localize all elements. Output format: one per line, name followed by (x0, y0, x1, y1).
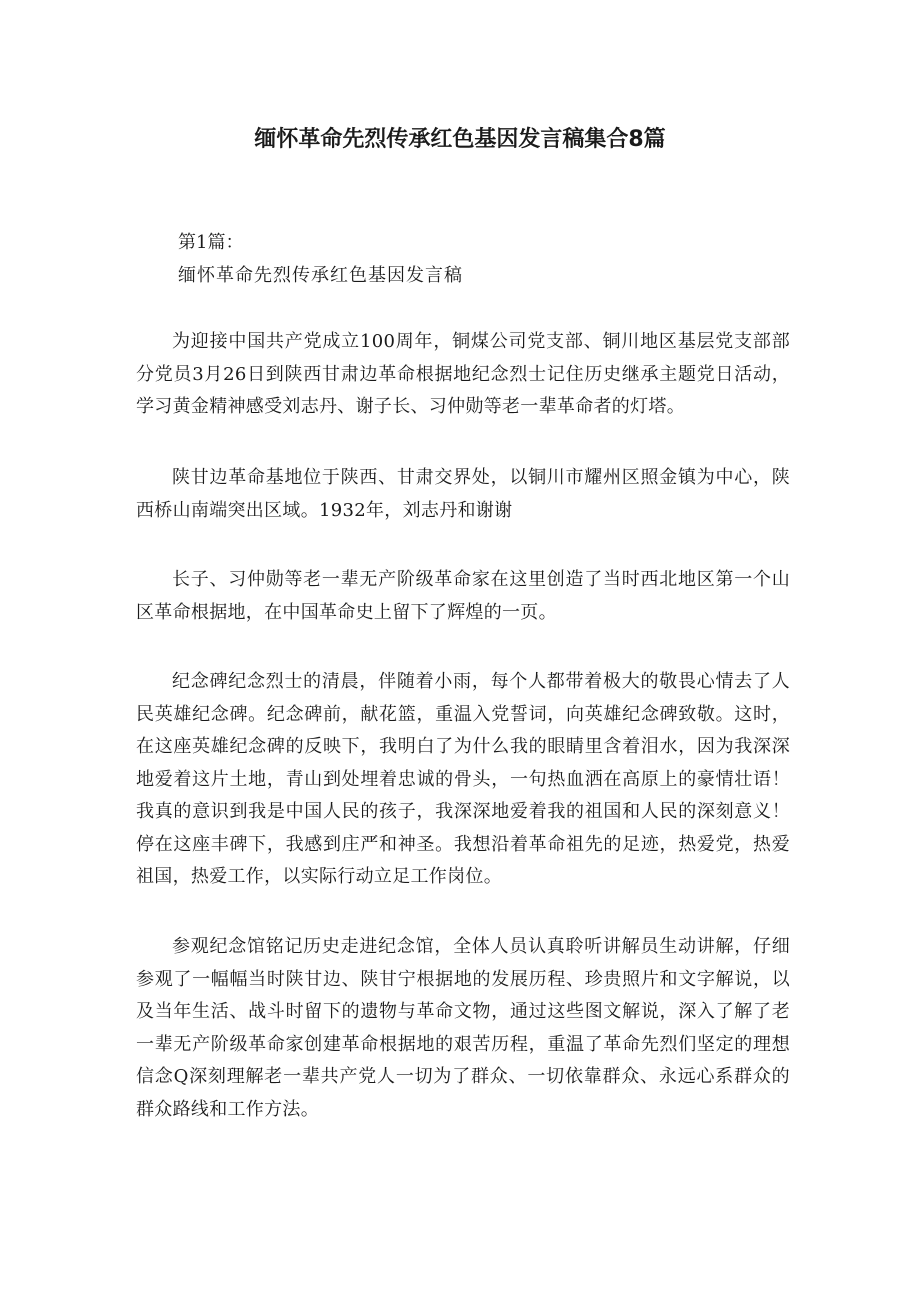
paragraph-base-history: 长子、习仲勋等老一辈无产阶级革命家在这里创造了当时西北地区第一个山区革命根据地，在中国革命史上留下了辉煌的一页。 (136, 569, 790, 623)
paragraph-museum: 参观纪念馆铭记历史走进纪念馆，全体人员认真聆听讲解员生动讲解，仔细参观了一幅幅当时陕甘边、陕甘宁根据地的发展历程、珍贵照片和文字解说，以及当年生活、战斗时留下的遗物与革命文物，通过这些图文解说，深入了解了老一辈无产阶级革命家创建革命根据地的艰苦历程，重温了革命先烈们坚定的理想信念Q深刻理解老一辈共产党人一切为了群众、一切依靠群众、永远心系群众的群众路线和工作方法。 (136, 936, 790, 1120)
paragraph-intro: 为迎接中国共产党成立100周年，铜煤公司党支部、铜川地区基层党支部部分党员3月26日到陕西甘肃边革命根据地纪念烈士记住历史继承主题党日活动，学习黄金精神感受刘志丹、谢子长、习仲勋等老一辈革命者的灯塔。 (136, 331, 790, 417)
paragraph-base-location: 陕甘边革命基地位于陕西、甘肃交界处，以铜川市耀州区照金镇为中心，陕西桥山南端突出区域。1932年，刘志丹和谢谢 (136, 467, 790, 521)
section-subtitle: 缅怀革命先烈传承红色基因发言稿 (178, 265, 463, 286)
document-title: 缅怀革命先烈传承红色基因发言稿集合8篇 (254, 127, 666, 152)
section-label: 第1篇： (178, 232, 244, 253)
paragraph-monument: 纪念碑纪念烈士的清晨，伴随着小雨，每个人都带着极大的敬畏心情去了人民英雄纪念碑。纪念碑前，献花篮，重温入党誓词，向英雄纪念碑致敬。这时，在这座英雄纪念碑的反映下，我明白了为什么我的眼睛里含着泪水，因为我深深地爱着这片土地，青山到处埋着忠诚的骨头，一句热血洒在高原上的豪情壮语！我真的意识到我是中国人民的孩子，我深深地爱着我的祖国和人民的深刻意义！停在这座丰碑下，我感到庄严和神圣。我想沿着革命祖先的足迹，热爱党，热爱祖国，热爱工作，以实际行动立足工作岗位。 (136, 671, 790, 887)
